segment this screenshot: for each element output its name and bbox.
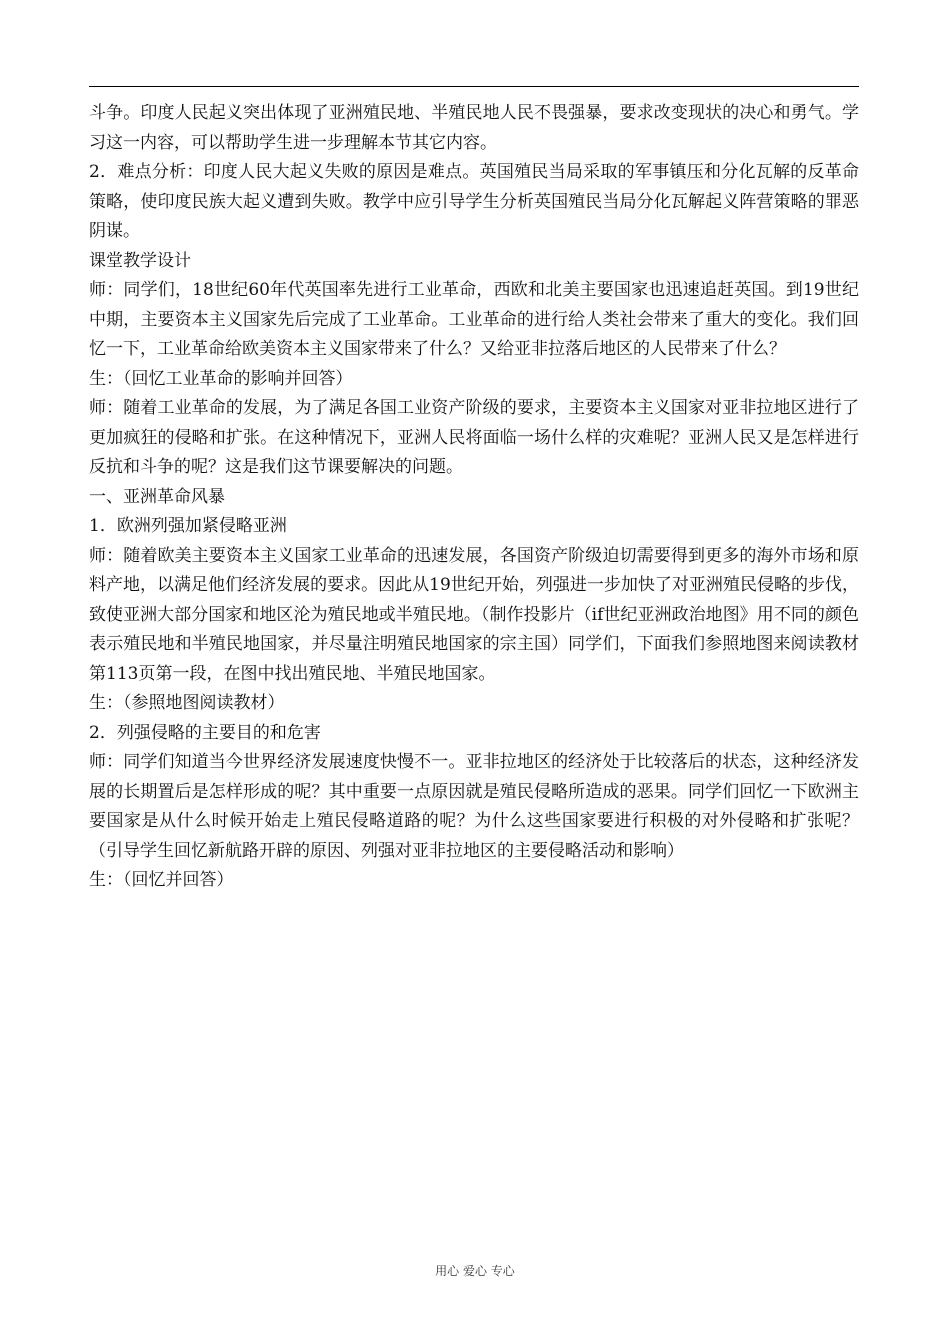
subsection-heading: 2．列强侵略的主要目的和危害 bbox=[89, 722, 321, 743]
paragraph: 师：同学们知道当今世界经济发展速度快慢不一。亚非拉地区的经济处于比较落后的状态，这种经济发展的长期置后是怎样形成的呢？其中重要一点原因就是殖民侵略所造成的恶果。同学们回忆一下欧洲主要国家是从什么时候开始走上殖民侵略道路的呢？为什么这些国家要进行积极的对外侵略和扩张呢？（引导学生回忆新航路开辟的原因、列强对亚非拉地区的主要侵略活动和影响） bbox=[89, 752, 859, 861]
paragraph: 师：随着欧美主要资本主义国家工业革命的迅速发展，各国资产阶级迫切需要得到更多的海外市场和原料产地，以满足他们经济发展的要求。因此从19世纪开始，列强进一步加快了对亚洲殖民侵略的步伐，致使亚洲大部分国家和地区沦为殖民地或半殖民地。（制作投影片（if世纪亚洲政治地图》用不同的颜色表示殖民地和半殖民地国家，并尽量注明殖民地国家的宗主国）同学们，下面我们参照地图来阅读教材第113页第一段，在图中找出殖民地、半殖民地国家。 bbox=[89, 545, 859, 684]
paragraph: 生：（回忆工业革命的影响并回答） bbox=[89, 368, 353, 389]
header-rule bbox=[89, 86, 859, 87]
paragraph: 师：随着工业革命的发展，为了满足各国工业资产阶级的要求，主要资本主义国家对亚非拉地区进行了更加疯狂的侵略和扩张。在这种情况下，亚洲人民将面临一场什么样的灾难呢？亚洲人民又是怎样进行反抗和斗争的呢？这是我们这节课要解决的问题。 bbox=[89, 398, 859, 477]
section-heading: 课堂教学设计 bbox=[89, 250, 191, 271]
body-text bbox=[89, 99, 859, 896]
paragraph: 生：（参照地图阅读教材） bbox=[89, 693, 285, 713]
paragraph: 斗争。印度人民起义突出体现了亚洲殖民地、半殖民地人民不畏强暴，要求改变现状的决心和勇气。学习这一内容，可以帮助学生进一步理解本节其它内容。 bbox=[89, 103, 859, 153]
section-heading: 一、亚洲革命风暴 bbox=[89, 486, 225, 507]
paragraph: 师：同学们，18世纪60年代英国率先进行工业革命，西欧和北美主要国家也迅速追赶英国。到19世纪中期，主要资本主义国家先后完成了工业革命。工业革命的进行给人类社会带来了重大的变化。我们回忆一下，工业革命给欧美资本主义国家带来了什么？又给亚非拉落后地区的人民带来了什么？ bbox=[89, 280, 859, 359]
paragraph: 2．难点分析：印度人民大起义失败的原因是难点。英国殖民当局采取的军事镇压和分化瓦解的反革命策略，使印度民族大起义遭到失败。教学中应引导学生分析英国殖民当局分化瓦解起义阵营策略的罪恶阴谋。 bbox=[89, 162, 859, 241]
page-footer: 用心 爱心 专心 bbox=[435, 1264, 515, 1278]
subsection-heading: 1．欧洲列强加紧侵略亚洲 bbox=[89, 516, 287, 536]
paragraph: 生：（回忆并回答） bbox=[89, 870, 234, 890]
